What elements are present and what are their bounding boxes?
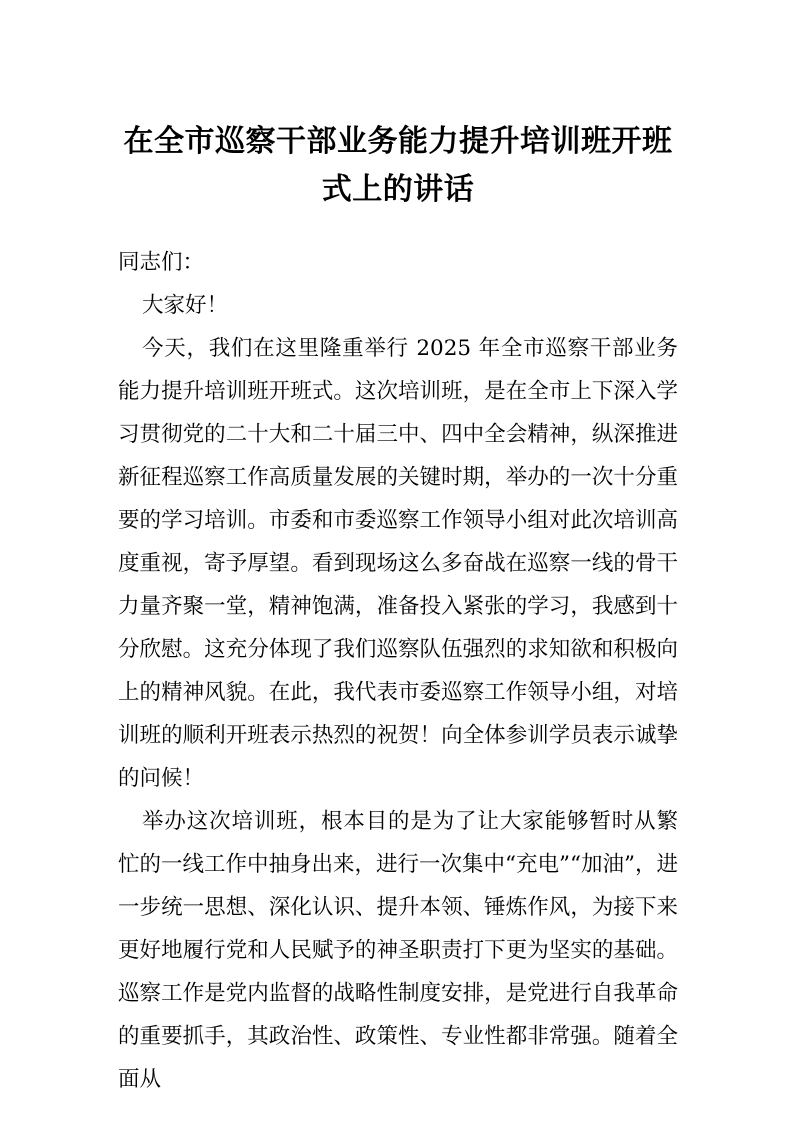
paragraph-purpose: 举办这次培训班，根本目的是为了让大家能够暂时从繁忙的一线工作中抽身出来，进行一次集中“充电”“加油”，进一步统一思想、深化认识、提升本领、锤炼作风，为接下来更好地履行党和人民赋予的神圣职责打下更为坚实的基础。巡察工作是党内监督的战略性制度安排，是党进行自我革命的重要抓手，其政治性、政策性、专业性都非常强。随着全面从 [118,809,678,1092]
title-line-2: 式上的讲话 [321,172,475,207]
paragraph-opening: 今天，我们在这里隆重举行 2025 年全市巡察干部业务能力提升培训班开班式。这次培训班，是在全市上下深入学习贯彻党的二十大和二十届三中、四中全会精神，纵深推进新征程巡察工作高质量发展的关键时期，举办的一次十分重要的学习培训。市委和市委巡察工作领导小组对此次培训高度重视，寄予厚望。看到现场这么多奋战在巡察一线的骨干力量齐聚一堂，精神饱满，准备投入紧张的学习，我感到十分欣慰。这充分体现了我们巡察队伍强烈的求知欲和积极向上的精神风貌。在此，我代表市委巡察工作领导小组，对培训班的顺利开班表示热烈的祝贺！向全体参训学员表示诚挚的问候！ [118,336,678,791]
document-title [118,118,678,214]
document-body [118,241,678,1101]
paragraph-greeting: 大家好！ [142,293,229,318]
title-line-1: 在全市巡察干部业务能力提升培训班开班 [123,124,673,159]
salutation: 同志们： [118,250,205,275]
